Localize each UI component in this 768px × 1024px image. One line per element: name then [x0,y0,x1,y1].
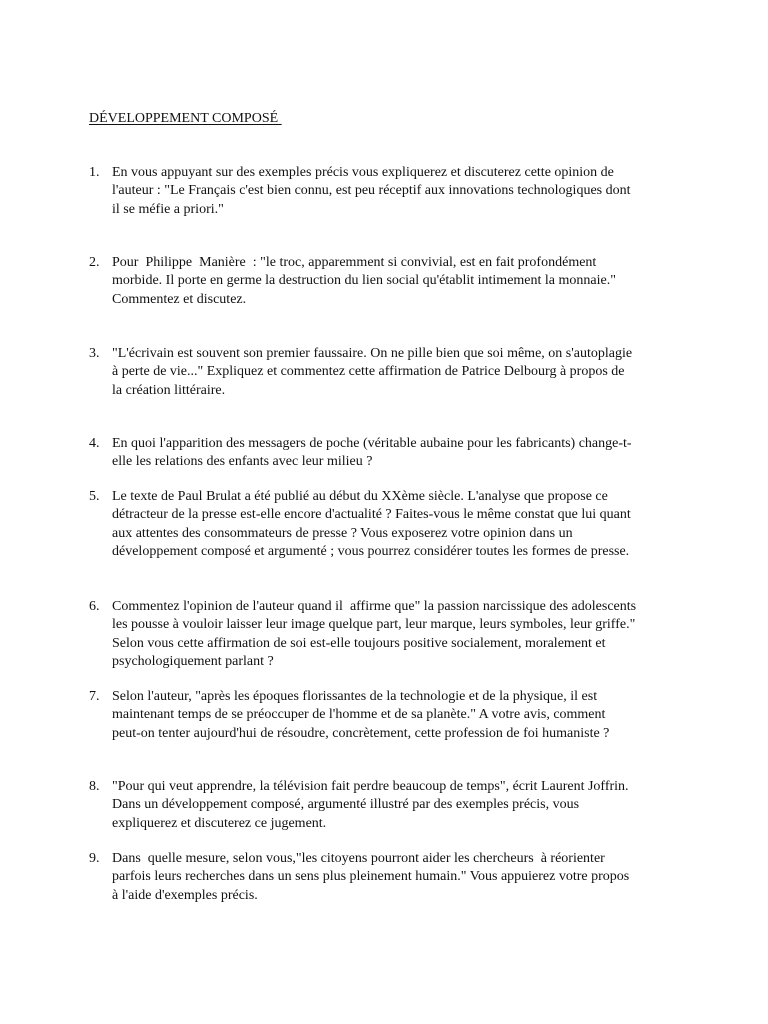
text-line: développement composé et argumenté ; vous pourrez considérer toutes les formes de presse. [112,543,630,559]
text-line: Dans un développement composé, argumenté illustré par des exemples précis, vous [112,797,580,813]
item-text [112,164,678,219]
text-line: psychologiquement parlant ? [112,653,274,669]
list-item [89,488,689,561]
text-line: En vous appuyant sur des exemples précis vous expliquerez et discuterez cette opinion de [112,165,614,180]
item-number: 7. [89,689,100,704]
item-number: 2. [89,255,100,270]
item-text [112,850,678,905]
text-line: elle les relations des enfants avec leur milieu ? [112,454,373,470]
text-line: peut-on tenter aujourd'hui de résoudre, concrètement, cette profession de foi humaniste ? [112,725,610,741]
text-line: Selon vous cette affirmation de soi est-elle toujours positive socialement, moralement et [112,635,606,651]
text-line: il se méfie a priori." [112,201,224,217]
item-number: 6. [89,599,100,614]
text-line: "L'écrivain est souvent son premier faussaire. On ne pille bien que soi même, on s'autoplagie [112,346,633,361]
text-line: la création littéraire. [112,382,226,398]
item-number: 5. [89,489,100,504]
text-line: Dans quelle mesure, selon vous,"les citoyens pourront aider les chercheurs à réorienter [112,851,605,866]
list-item [89,164,689,219]
list-item [89,598,689,671]
text-line: à perte de vie..." Expliquez et commentez cette affirmation de Patrice Delbourg à propos de [112,364,625,380]
list-item [89,435,689,472]
document-title: DÉVELOPPEMENT COMPOSÉ [89,111,282,126]
item-text [112,488,678,561]
text-line: En quoi l'apparition des messagers de poche (véritable aubaine pour les fabricants) change-t- [112,436,632,451]
list-item [89,850,689,905]
text-line: l'auteur : "Le Français c'est bien connu, est peu réceptif aux innovations technologiques dont [112,183,631,199]
item-text [112,435,678,472]
text-line: à l'aide d'exemples précis. [112,887,258,903]
item-number: 9. [89,851,100,866]
text-line: maintenant temps de se préoccuper de l'homme et de sa planète." A votre avis, comment [112,707,606,723]
item-number: 3. [89,346,100,361]
item-number: 8. [89,779,100,794]
text-line: "Pour qui veut apprendre, la télévision fait perdre beaucoup de temps", écrit Laurent Joffrin. [112,779,629,794]
item-text [112,345,678,400]
list-item [89,688,689,743]
item-number: 1. [89,165,100,180]
text-line: aux attentes des consommateurs de presse ? Vous exposerez votre opinion dans un [112,525,573,541]
text-line: Commentez et discutez. [112,291,247,307]
text-line: Selon l'auteur, "après les époques florissantes de la technologie et de la physique, il est [112,689,598,704]
item-text [112,254,678,309]
item-number: 4. [89,436,100,451]
text-line: morbide. Il porte en germe la destruction du lien social qu'établit intimement la monnaie." [112,273,616,289]
list-item [89,778,689,833]
item-text [112,688,678,743]
item-text [112,778,678,833]
item-text [112,598,678,671]
list-item [89,254,689,309]
text-line: Commentez l'opinion de l'auteur quand il affirme que" la passion narcissique des adolescents [112,599,637,614]
text-line: parfois leurs recherches dans un sens plus pleinement humain." Vous appuierez votre propos [112,869,630,885]
text-line: Pour Philippe Manière : "le troc, apparemment si convivial, est en fait profondément [112,255,597,270]
text-line: détracteur de la presse est-elle encore d'actualité ? Faites-vous le même constat que lui quant [112,507,631,523]
text-line: Le texte de Paul Brulat a été publié au début du XXème siècle. L'analyse que propose ce [112,489,608,504]
list-item [89,345,689,400]
text-line: les pousse à vouloir laisser leur image quelque part, leur marque, leurs symboles, leur griffe." [112,617,636,633]
text-line: expliquerez et discuterez ce jugement. [112,815,327,831]
